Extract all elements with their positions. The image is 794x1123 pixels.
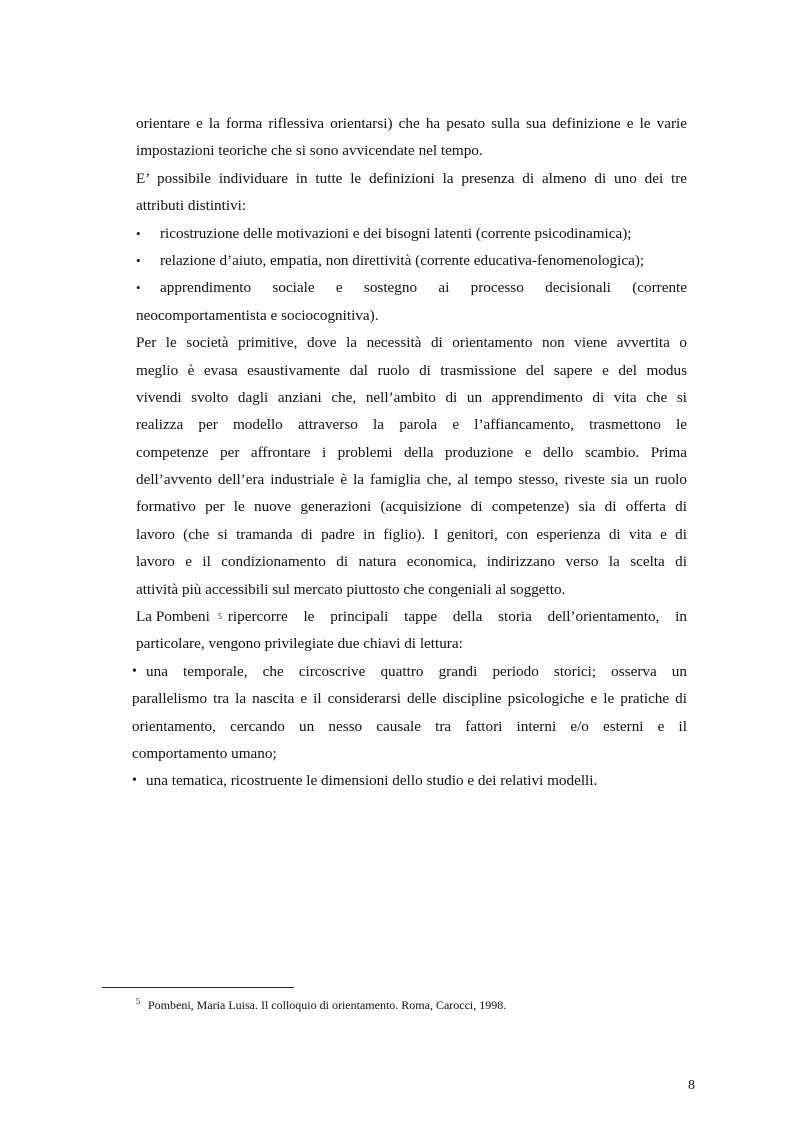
footnote — [136, 994, 506, 1013]
bullet-icon: • — [136, 280, 141, 296]
list-item — [132, 658, 687, 685]
paragraph-line: neocomportamentista e sociocognitiva). — [136, 306, 379, 324]
paragraph-line: meglio è evasa esaustivamente dal ruolo di trasmissione del sapere e del modus — [136, 361, 687, 379]
list-item — [136, 220, 687, 247]
paragraph-line: comportamento umano; — [132, 744, 277, 762]
paragraph-line: orientamento, cercando un nesso causale tra fattori interni e/o esterni e il — [132, 717, 687, 735]
paragraph-line: dell’avvento dell’era industriale è la famiglia che, al tempo stesso, riveste sia un ruolo — [136, 471, 687, 489]
paragraph-line: lavoro e il condizionamento di natura economica, indirizzano verso la scelta di — [136, 553, 687, 571]
paragraph-line: Per le società primitive, dove la necessità di orientamento non viene avvertita o — [136, 334, 687, 352]
list-item-text: ricostruzione delle motivazioni e dei bisogni latenti (corrente psicodinamica); — [160, 224, 632, 242]
paragraph-line: competenze per affrontare i problemi della produzione e dello scambio. Prima — [136, 443, 687, 461]
paragraph-line: impostazioni teoriche che si sono avvicendate nel tempo. — [136, 142, 483, 160]
bullet-icon: • — [132, 773, 137, 789]
paragraph-line: orientare e la forma riflessiva orientarsi) che ha pesato sulla sua definizione e le varie — [136, 115, 687, 132]
paragraph-line: E’ possibile individuare in tutte le definizioni la presenza di almeno di uno dei tre — [136, 169, 687, 187]
paragraph-line: parallelismo tra la nascita e il considerarsi delle discipline psicologiche e le pratiche di — [132, 690, 687, 708]
bullet-icon: • — [136, 252, 141, 268]
footnote-text: Pombeni, Maria Luisa. Il colloquio di orientamento. Roma, Carocci, 1998. — [148, 998, 507, 1012]
paragraph-line: vivendi svolto dagli anziani che, nell’ambito di un apprendimento di vita che si — [136, 388, 687, 406]
paragraph-text: La Pombeni — [136, 608, 210, 626]
paragraph-line: particolare, vengono privilegiate due chiavi di lettura: — [136, 635, 463, 653]
list-item-text: una tematica, ricostruente le dimensioni dello studio e dei relativi modelli. — [146, 772, 598, 790]
footnote-reference: 5 — [217, 612, 222, 622]
list-item-text: relazione d’aiuto, empatia, non direttività (corrente educativa-fenomenologica); — [160, 251, 645, 269]
paragraph-line: formativo per le nuove generazioni (acquisizione di competenze) sia di offerta di — [136, 498, 687, 516]
page-number: 8 — [688, 1078, 695, 1093]
bullet-icon: • — [136, 225, 141, 241]
footnote-number: 5 — [136, 997, 140, 1006]
list-item-text: apprendimento sociale e sostegno ai processo decisionali (corrente — [160, 279, 687, 297]
paragraph-line-with-ref — [136, 603, 687, 630]
paragraph-line: lavoro (che si tramanda di padre in figlio). I genitori, con esperienza di vita e di — [136, 525, 687, 543]
footnote-divider — [102, 987, 294, 988]
paragraph-line: attributi distintivi: — [136, 197, 247, 215]
paragraph-line: attività più accessibili sul mercato piuttosto che congeniali al soggetto. — [136, 580, 566, 598]
list-item — [136, 247, 687, 274]
list-item-text: una temporale, che circoscrive quattro grandi periodo storici; osserva un — [146, 662, 687, 680]
paragraph-text: ripercorre le principali tappe della storia dell’orientamento, in — [227, 608, 687, 626]
list-item — [132, 767, 687, 794]
body-text — [132, 110, 687, 795]
bullet-icon: • — [132, 663, 137, 679]
list-item — [136, 274, 687, 301]
paragraph-line: realizza per modello attraverso la parola e l’affiancamento, trasmettono le — [136, 416, 687, 434]
